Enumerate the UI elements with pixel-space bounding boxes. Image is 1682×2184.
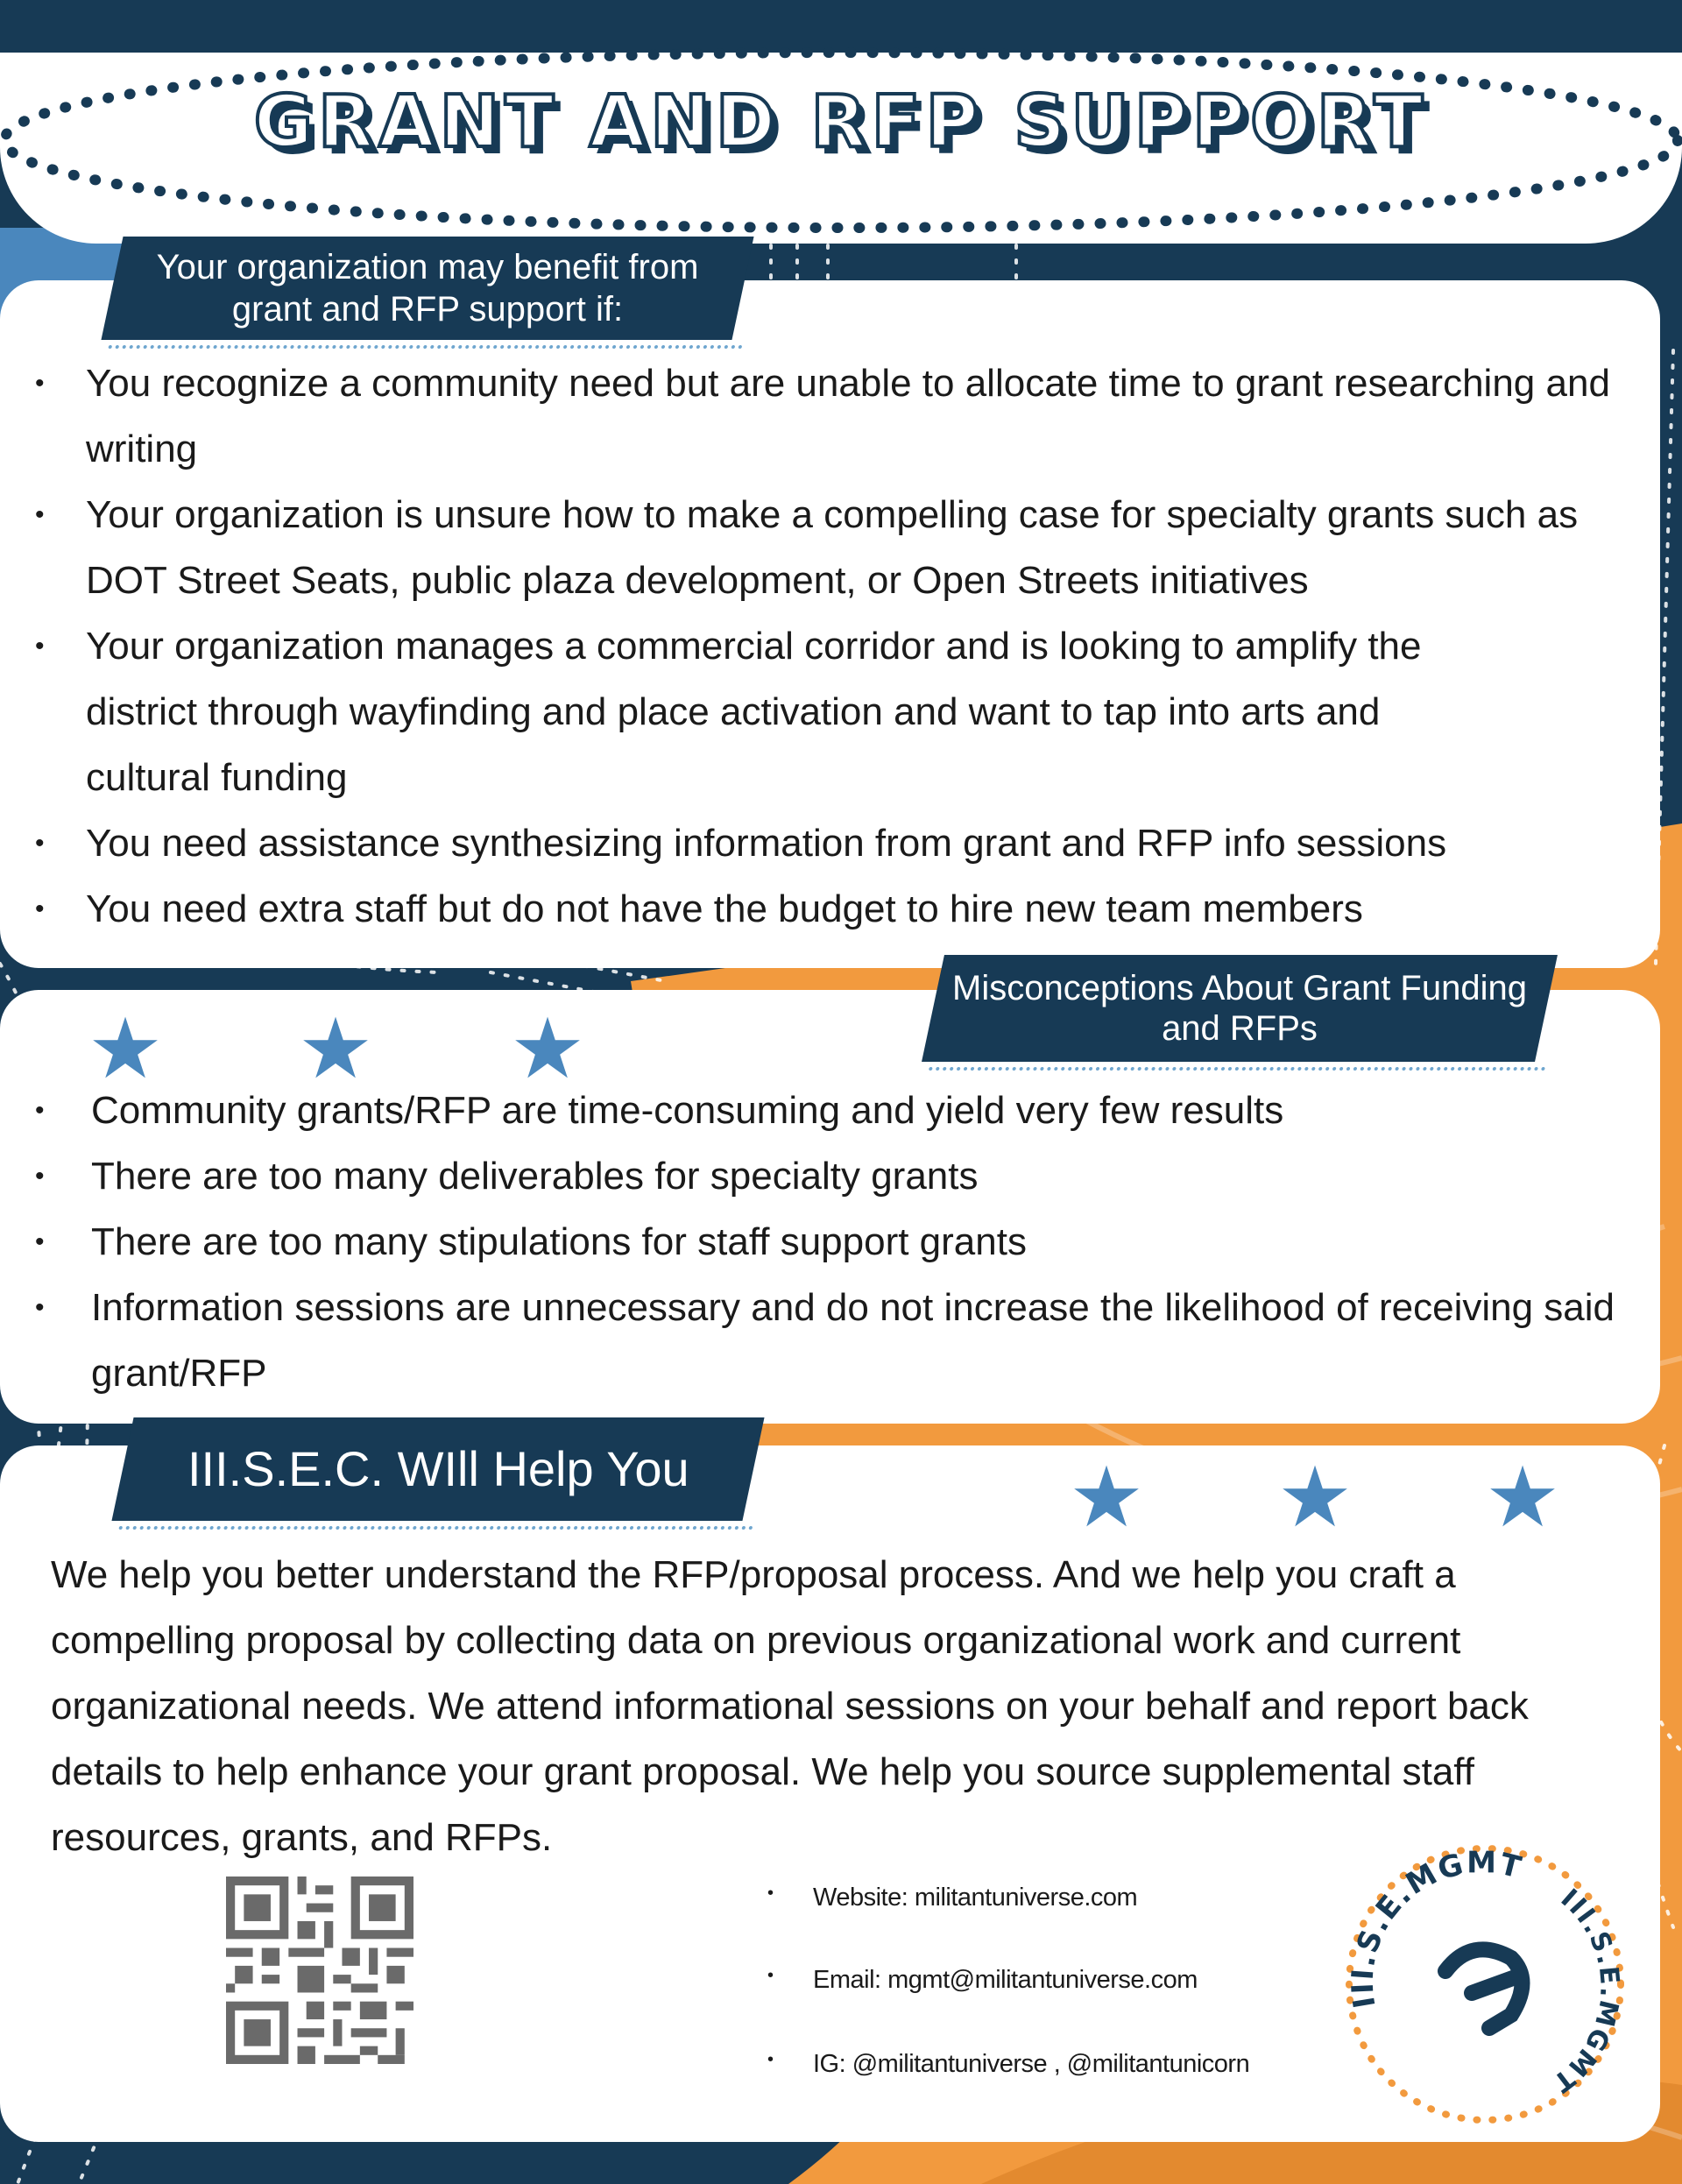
list-item: • You need extra staff but do not have the budget to hire new team members <box>35 876 1647 942</box>
list-item: • Information sessions are unnecessary and do not increase the likelihood of receiving said grant/RFP <box>35 1275 1647 1406</box>
star-icon: ★ <box>88 1002 164 1096</box>
star-icon: ★ <box>298 1002 374 1096</box>
logo-seal-icon <box>1340 1840 1629 2129</box>
list-item: • You recognize a community need but are unable to allocate time to grant researching and writing <box>35 350 1647 482</box>
list-item: • Your organization is unsure how to make a compelling case for specialty grants such as DOT Street Seats, public plaza development, or Open Streets initiatives <box>35 482 1647 613</box>
misconceptions-list <box>35 1078 1647 1406</box>
instagram-handles[interactable]: • IG: @militantuniverse , @militantunicorn <box>813 2050 1249 2079</box>
logo-text-top: III.S.E.MGMT <box>1345 1845 1527 2011</box>
qr-code-icon <box>226 1877 413 2064</box>
help-body: We help you better understand the RFP/proposal process. And we help you craft a compelling proposal by collecting data on previous organizational work and current organizational needs. We attend informational sessions on your behalf and report back details to help enhance your grant proposal. We help you source supplemental staff resources, grants, and RFPs. <box>51 1553 1529 1859</box>
list-item: • Community grants/RFP are time-consuming and yield very few results <box>35 1078 1647 1143</box>
list-item: • Your organization manages a commercial corridor and is looking to amplify the district through wayfinding and place activation and want to tap into arts and cultural funding <box>35 613 1647 810</box>
benefit-banner-text: Your organization may benefit from grant and RFP support if: <box>156 248 699 329</box>
star-icon: ★ <box>510 1002 586 1096</box>
list-item: • There are too many stipulations for staff support grants <box>35 1209 1647 1275</box>
help-banner <box>111 1417 764 1521</box>
list-item: • You need assistance synthesizing information from grant and RFP info sessions <box>35 810 1647 876</box>
benefit-list <box>35 350 1647 942</box>
benefit-banner <box>101 237 753 340</box>
star-icon: ★ <box>1277 1451 1353 1544</box>
website-link[interactable]: • Website: militantuniverse.com <box>813 1884 1137 1912</box>
misconceptions-banner <box>922 955 1558 1062</box>
list-item: • There are too many deliverables for specialty grants <box>35 1143 1647 1209</box>
help-banner-text: III.S.E.C. WIll Help You <box>187 1441 689 1496</box>
misconceptions-banner-text: Misconceptions About Grant Funding and RFPs <box>952 969 1527 1048</box>
star-icon: ★ <box>1485 1451 1561 1544</box>
star-icon: ★ <box>1069 1451 1145 1544</box>
page-title: GRANT AND RFP SUPPORT <box>253 81 1429 164</box>
email-link[interactable]: • Email: mgmt@militantuniverse.com <box>813 1966 1198 1995</box>
logo-text-right: III.S.E.MGMT <box>1545 1883 1625 2099</box>
